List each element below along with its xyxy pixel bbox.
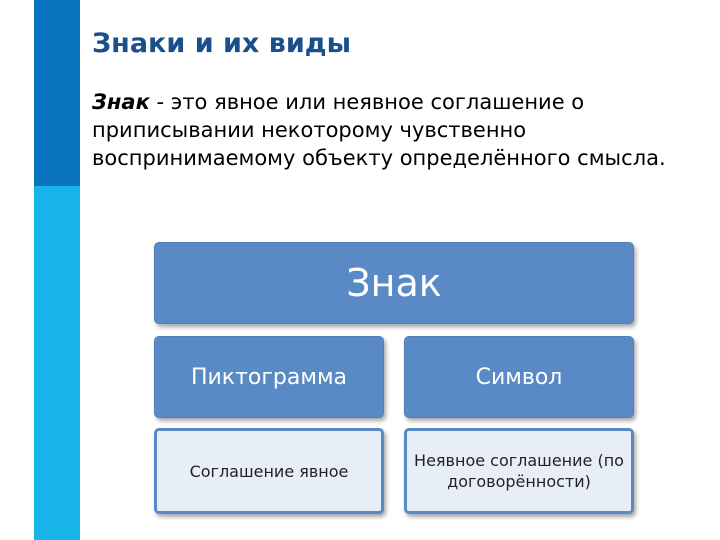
pictogram-description-box: Соглашение явное [154, 428, 384, 514]
diagram-root-box: Знак [154, 242, 634, 324]
definition-text: - это явное или неявное соглашение о приписывании некоторому чувственно воспринимаемому объекту определённого смысла. [92, 90, 666, 170]
symbol-description-box: Неявное соглашение (по договорённости) [404, 428, 634, 514]
symbol-box: Символ [404, 336, 634, 418]
pictogram-box: Пиктограмма [154, 336, 384, 418]
definition-paragraph [92, 88, 702, 172]
page-title: Знаки и их виды [92, 28, 351, 59]
accent-stripe-dark [34, 0, 80, 186]
definition-term: Знак [92, 90, 150, 114]
accent-stripe-light [34, 186, 80, 540]
